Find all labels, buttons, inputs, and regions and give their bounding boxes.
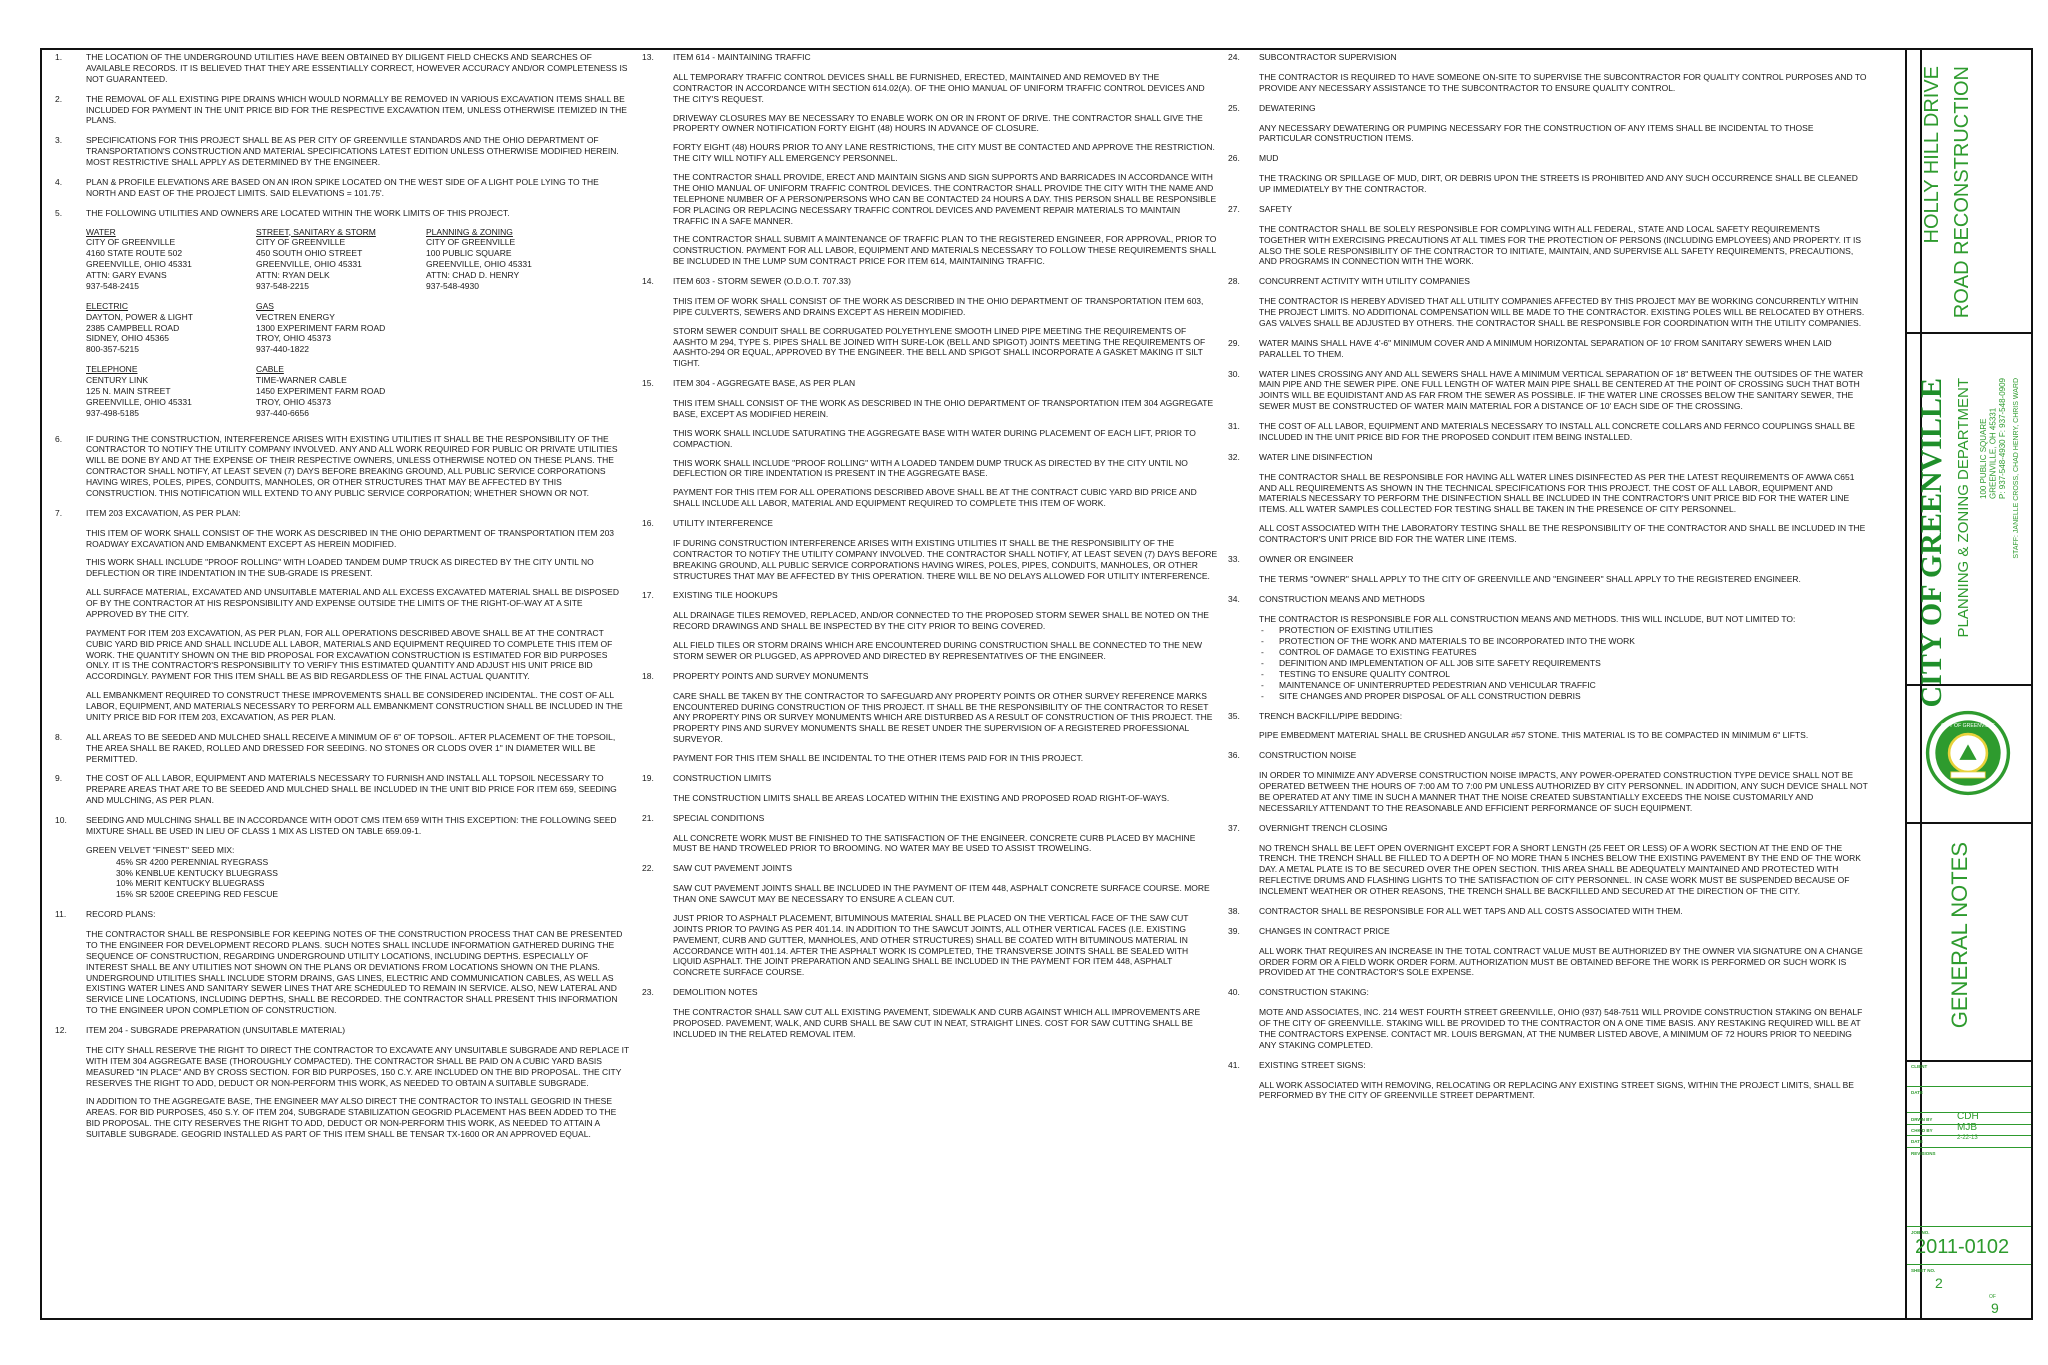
note-text: THIS WORK SHALL INCLUDE "PROOF ROLLING" WITH A LOADED TANDEM DUMP TRUCK AS DIRECTED BY THE CITY UNTIL NO DEFLECTION OR TIRE INDENTATION IS PRESENT IN THE AGGREGATE BASE. <box>673 457 1188 479</box>
note-text: PAYMENT FOR THIS ITEM SHALL BE INCIDENTAL TO THE OTHER ITEMS PAID FOR IN THIS PROJECT. <box>673 753 1084 763</box>
seed-item: 30% KENBLUE KENTUCKY BLUEGRASS <box>116 867 278 878</box>
job-no-label: JOB NO. <box>1911 1230 1930 1235</box>
utility-planning <box>426 227 596 292</box>
address-block <box>1979 378 2008 499</box>
utility-line: 100 PUBLIC SQUARE <box>426 248 512 259</box>
list-item: - CONTROL OF DAMAGE TO EXISTING FEATURES <box>1259 647 1868 658</box>
note-9 <box>55 773 630 806</box>
note-title: DEWATERING <box>1259 102 1316 113</box>
note-title: SUBCONTRACTOR SUPERVISION <box>1259 52 1397 62</box>
note-title: WATER LINE DISINFECTION <box>1259 451 1373 462</box>
city-seal-icon <box>1925 710 2011 796</box>
note-text: PIPE EMBEDMENT MATERIAL SHALL BE CRUSHED ANGULAR #57 STONE. THIS MATERIAL IS TO BE COMPACTED IN MINIMUM 6" LIFTS. <box>1259 730 1809 741</box>
note-text: WATER MAINS SHALL HAVE 4'-6" MINIMUM COVER AND A MINIMUM HORIZONTAL SEPARATION OF 10' FROM SANITARY SEWERS WHEN LAID PARALLEL TO THEM. <box>1259 337 1832 359</box>
checked-by-value: MJB <box>1957 1122 1977 1133</box>
utility-line: ATTN: CHAD D. HENRY <box>426 270 520 280</box>
utility-line: GREENVILLE, OHIO 45331 <box>426 259 532 270</box>
list-item: - TESTING TO ENSURE QUALITY CONTROL <box>1259 669 1868 680</box>
note-text: CONTRACTOR SHALL BE RESPONSIBLE FOR ALL WET TAPS AND ALL COSTS ASSOCIATED WITH THEM. <box>1259 905 1683 916</box>
divider <box>1907 1060 2031 1062</box>
note-text: FORTY EIGHT (48) HOURS PRIOR TO ANY LANE RESTRICTIONS, THE CITY MUST BE CONTACTED AND APPROVE THE RESTRICTION. THE CITY WILL NOTIFY ALL EMERGENCY PERSONNEL. <box>673 142 1215 164</box>
utility-owner-list <box>86 227 630 419</box>
note-27 <box>1228 204 1868 267</box>
list-item: - MAINTENANCE OF UNINTERRUPTED PEDESTRIAN AND VEHICULAR TRAFFIC <box>1259 680 1868 691</box>
note-text: IN ORDER TO MINIMIZE ANY ADVERSE CONSTRUCTION NOISE IMPACTS, ANY POWER-OPERATED CONSTRUCTION TYPE DEVICE SHALL NOT BE OPERATED BETWEEN THE HOURS OF 7:00 AM TO 7:00 PM UNLESS AUTHORIZED BY CITY PERSONNEL. IN ADDITION, ANY SUCH DEVICE SHALL NOT BE OPERATED AT ANY TIME IN SUCH A MANNER THAT THE NOISE CREATED SUBSTANTIALLY EXCEEDS THE NOISE CUSTOMARILY AND NECESSARILY ATTENDANT TO THE REASONABLE AND EFFICIENT PERFORMANCE OF SUCH EQUIPMENT. <box>1259 770 1868 813</box>
note-text: ANY NECESSARY DEWATERING OR PUMPING NECESSARY FOR THE CONSTRUCTION OF ANY ITEMS SHALL BE INCIDENTAL TO THOSE PARTICULAR CONSTRUCTION ITEMS. <box>1259 122 1814 144</box>
note-number: 27. <box>1228 203 1240 214</box>
note-text: THE CONTRACTOR SHALL BE SOLELY RESPONSIBLE FOR COMPLYING WITH ALL FEDERAL, STATE AND LOCAL SAFETY REQUIREMENTS TOGETHER WITH EXERCISING PRECAUTIONS AT ALL TIMES FOR THE PROTECTION OF PERSONS (INCLUDING EMPLOYEES) AND PROPERTY. IT IS ALSO THE SOLE RESPONSIBILITY OF THE CONTRACTOR TO INITIATE, MAINTAIN, AND SUPERVISE ALL SAFETY REQUIREMENTS, PRECAUTIONS, AND PROGRAMS IN CONNECTION WITH THE WORK. <box>1259 223 1862 267</box>
note-30 <box>1228 369 1868 413</box>
note-text: THIS WORK SHALL INCLUDE "PROOF ROLLING" WITH LOADED TANDEM DUMP TRUCK AS DIRECTED BY THE CITY UNTIL NO DEFLECTION OR TIRE INDENTATION IN THE SUB-GRADE IS PRESENT. <box>86 557 594 579</box>
note-text: THE CONSTRUCTION LIMITS SHALL BE AREAS LOCATED WITHIN THE EXISTING AND PROPOSED ROAD RIGHT-OF-WAYS. <box>673 792 1170 803</box>
note-7 <box>55 508 630 723</box>
note-number: 10. <box>55 815 67 825</box>
utility-type: CABLE <box>256 364 284 375</box>
note-37 <box>1228 823 1868 897</box>
note-34 <box>1228 594 1868 702</box>
note-40 <box>1228 987 1868 1050</box>
note-text: THE CONTRACTOR IS RESPONSIBLE FOR ALL CONSTRUCTION MEANS AND METHODS. THIS WILL INCLUDE, BUT NOT LIMITED TO: <box>1259 613 1796 624</box>
note-title: ITEM 614 - MAINTAINING TRAFFIC <box>673 52 811 62</box>
note-31 <box>1228 421 1868 443</box>
note-number: 1. <box>55 52 63 62</box>
note-number: 30. <box>1228 368 1240 379</box>
sheet-title-cell <box>1907 822 2031 1060</box>
utility-empty <box>426 301 596 355</box>
sheet-title: GENERAL NOTES <box>1947 842 1972 1029</box>
utility-cable <box>256 364 426 418</box>
phone-line: P: 937-548-4930 F: 937-548-0909 <box>1998 378 2008 499</box>
note-number: 36. <box>1228 750 1240 761</box>
note-33 <box>1228 554 1868 585</box>
note-24 <box>1228 52 1868 94</box>
city-name: CITY OF GREENVILLE <box>1915 378 1948 708</box>
note-36 <box>1228 750 1868 813</box>
note-8 <box>55 732 630 765</box>
note-text: PLAN & PROFILE ELEVATIONS ARE BASED ON AN IRON SPIKE LOCATED ON THE WEST SIDE OF A LIGHT POLE LYING TO THE NORTH AND EAST OF THE PROJECT LIMITS. SAID ELEVATIONS = 101.75'. <box>86 176 599 198</box>
note-text: IF DURING CONSTRUCTION INTERFERENCE ARISES WITH EXISTING UTILITIES IT SHALL BE THE RESPONSIBILITY OF THE CONTRACTOR TO NOTIFY THE UTILITY COMPANY INVOLVED. THE CONTRACTOR SHALL NOTIFY, AT LEAST SEVEN (7) DAYS BEFORE BREAKING GROUND, ALL PUBLIC SERVICE CORPORATIONS HAVING WIRES, POLES, PIPES, CONDUITS, MANHOLES, OR OTHER STRUCTURES THAT MAY BE AFFECTED BY THIS OPERATION. THERE WILL BE NO DELAYS ALLOWED FOR UTILITY INTERFERENCE. <box>673 537 1218 581</box>
sheet-total: 9 <box>1991 1300 1999 1316</box>
note-number: 41. <box>1228 1059 1240 1070</box>
note-29 <box>1228 338 1868 360</box>
note-text: IN ADDITION TO THE AGGREGATE BASE, THE ENGINEER MAY ALSO DIRECT THE CONTRACTOR TO INSTALL GEOGRID IN THESE AREAS. FOR BID PURPOSES, 450 S.Y. OF ITEM 204, SUBGRADE STABILIZATION GEOGRID PLACEMENT HAS BEEN ADDED TO THE BID PROPOSAL. THE CITY RESERVES THE RIGHT TO ADD, DEDUCT OR NON-PERFORM THIS WORK, AS NEEDED TO ATTAIN A SUITABLE SUBGRADE. GEOGRID INSTALLED AS PART OF THIS ITEM SHALL BE TENSAR TX-1600 OR AN APPROVED EQUAL. <box>86 1096 617 1139</box>
note-title: RECORD PLANS: <box>86 909 156 920</box>
utility-line: ATTN: RYAN DELK <box>256 270 330 280</box>
note-number: 26. <box>1228 153 1240 164</box>
note-text: THE TERMS "OWNER" SHALL APPLY TO THE CITY OF GREENVILLE AND "ENGINEER" SHALL APPLY TO THE REGISTERED ENGINEER. <box>1259 573 1801 584</box>
project-title: HOLLY HILL DRIVE <box>1921 66 1943 244</box>
utility-line: 1300 EXPERIMENT FARM ROAD <box>256 322 386 333</box>
utility-line: GREENVILLE, OHIO 45331 <box>86 396 192 407</box>
note-22 <box>642 863 1218 978</box>
utility-type: PLANNING & ZONING <box>426 226 513 237</box>
note-number: 34. <box>1228 593 1240 604</box>
note-title: CONCURRENT ACTIVITY WITH UTILITY COMPANIES <box>1259 276 1470 287</box>
utility-line: TROY, OHIO 45373 <box>256 396 331 407</box>
note-text: SEEDING AND MULCHING SHALL BE IN ACCORDANCE WITH ODOT CMS ITEM 659 WITH THIS EXCEPTION: THE FOLLOWING SEED MIXTURE SHALL BE USED IN LIEU OF CLASS 1 MIX AS LISTED ON TABLE 659.09-1. <box>86 815 617 836</box>
address-line: GREENVILLE, OH 45331 <box>1988 407 1998 499</box>
note-title: CHANGES IN CONTRACT PRICE <box>1259 925 1390 936</box>
notes-column-2 <box>642 52 1218 1314</box>
note-number: 17. <box>642 590 654 601</box>
note-text: ALL WORK ASSOCIATED WITH REMOVING, RELOCATING OR REPLACING ANY EXISTING STREET SIGNS, WITHIN THE PROJECT LIMITS, SHALL BE PERFORMED BY THE CITY OF GREENVILLE STREET DEPARTMENT. <box>1259 1079 1854 1101</box>
seed-mix-title: GREEN VELVET "FINEST" SEED MIX: <box>86 844 235 855</box>
date-value: 2-22-13 <box>1957 1135 1978 1141</box>
note-text: SPECIFICATIONS FOR THIS PROJECT SHALL BE AS PER CITY OF GREENVILLE STANDARDS AND THE OHIO DEPARTMENT OF TRANSPORTATION'S CONSTRUCTION AND MATERIAL SPECIFICATIONS LATEST EDITION UNLESS OTHERWISE MODIFIED HEREIN. MOST RESTRICTIVE SHALL APPLY AS DETERMINED BY THE ENGINEER. <box>86 135 619 167</box>
note-number: 40. <box>1228 987 1240 998</box>
utility-line: 937-440-1822 <box>256 344 309 355</box>
note-number: 28. <box>1228 276 1240 287</box>
sheet-of-label: OF <box>1989 1294 1996 1300</box>
note-number: 35. <box>1228 710 1240 721</box>
note-number: 5. <box>55 207 63 218</box>
note-number: 33. <box>1228 553 1240 564</box>
note-text: PAYMENT FOR THIS ITEM FOR ALL OPERATIONS DESCRIBED ABOVE SHALL BE AT THE CONTRACT CUBIC YARD BID PRICE AND SHALL INCLUDE ALL LABOR, MATERIAL AND EQUIPMENT REQUIRED TO COMPLETE THIS ITEM OF WORK. <box>673 487 1197 509</box>
note-text: THIS ITEM OF WORK SHALL CONSIST OF THE WORK AS DESCRIBED IN THE OHIO DEPARTMENT OF TRANSPORTATION ITEM 603, PIPE CULVERTS, SEWERS AND DRAINS EXCEPT AS HEREIN MODIFIED. <box>673 295 1204 317</box>
utility-line: 2385 CAMPBELL ROAD <box>86 322 180 333</box>
note-number: 29. <box>1228 337 1240 348</box>
note-title: CONSTRUCTION MEANS AND METHODS <box>1259 593 1425 604</box>
note-15 <box>642 378 1218 509</box>
address-line: 100 PUBLIC SQUARE <box>1979 418 1988 499</box>
note-number: 11. <box>55 909 67 920</box>
utility-line: GREENVILLE, OHIO 45331 <box>256 259 362 270</box>
note-number: 7. <box>55 507 63 518</box>
utility-line: 450 SOUTH OHIO STREET <box>256 248 363 259</box>
note-text: ALL TEMPORARY TRAFFIC CONTROL DEVICES SHALL BE FURNISHED, ERECTED, MAINTAINED AND REMOVED BY THE CONTRACTOR IN ACCORDANCE WITH SECTION 614.02(A). OF THE OHIO MANUAL OF UNIFORM TRAFFIC CONTROL DEVICES AND THE CITY'S REQUEST. <box>673 71 1205 104</box>
note-text: THE CONTRACTOR SHALL PROVIDE, ERECT AND MAINTAIN SIGNS AND SIGN SUPPORTS AND BARRICADES IN ACCORDANCE WITH THE OHIO MANUAL OF UNIFORM TRAFFIC CONTROL DEVICES. THE CONTRACTOR SHALL PROVIDE THE CITY WITH THE NAME AND TELEPHONE NUMBER OF A PERSON/PERSONS WHO CAN BE CONTACTED 24 HOURS A DAY. THIS PERSON SHALL BE RESPONSIBLE FOR PLACING OR REPLACING NECESSARY TRAFFIC CONTROL DEVICES AND PAVEMENT REPAIR MATERIALS TO MAINTAIN TRAFFIC IN A SAFE MANNER. <box>673 172 1217 226</box>
note-17 <box>642 590 1218 661</box>
project-title-cell <box>1907 50 2031 332</box>
city-cell <box>1907 360 2031 708</box>
seal-cell <box>1907 684 2031 822</box>
title-block <box>1905 48 2033 1320</box>
note-number: 9. <box>55 773 63 784</box>
note-number: 23. <box>642 987 654 998</box>
note-title: ITEM 204 - SUBGRADE PREPARATION (UNSUITABLE MATERIAL) <box>86 1025 346 1035</box>
note-3 <box>55 135 630 168</box>
utility-line: 937-498-5185 <box>86 407 139 418</box>
note-text: ALL SURFACE MATERIAL, EXCAVATED AND UNSUITABLE MATERIAL AND ALL EXCESS EXCAVATED MATERIAL SHALL BE DISPOSED OF BY THE CONTRACTOR AT HIS RESPONSIBILITY AND EXPENSE OUTSIDE THE LIMITS OF THE RIGHT-OF-WAY AT A SITE APPROVED BY THE CITY. <box>86 587 619 619</box>
note-text: ALL CONCRETE WORK MUST BE FINISHED TO THE SATISFACTION OF THE ENGINEER. CONCRETE CURB PLACED BY MACHINE MUST BE HAND TROWELED PRIOR TO BROOMING. NO WATER MAY BE USED TO ASSIST TROWELING. <box>673 832 1196 854</box>
note-title: ITEM 304 - AGGREGATE BASE, AS PER PLAN <box>673 378 856 389</box>
note-title: OWNER OR ENGINEER <box>1259 553 1354 564</box>
note-text: DRIVEWAY CLOSURES MAY BE NECESSARY TO ENABLE WORK ON OR IN FRONT OF DRIVE. THE CONTRACTOR SHALL GIVE THE PROPERTY OWNER NOTIFICATION FORTY EIGHT (48) HOURS IN ADVANCE OF CLOSURE. <box>673 112 1203 134</box>
note-number: 32. <box>1228 451 1240 462</box>
seed-item: 45% SR 4200 PERENNIAL RYEGRASS <box>116 856 269 867</box>
utility-street <box>256 227 426 292</box>
seed-item: 10% MERIT KENTUCKY BLUEGRASS <box>116 878 265 889</box>
note-title: TRENCH BACKFILL/PIPE BEDDING: <box>1259 710 1403 721</box>
note-title: OVERNIGHT TRENCH CLOSING <box>1259 822 1388 833</box>
list-item: - SITE CHANGES AND PROPER DISPOSAL OF ALL CONSTRUCTION DEBRIS <box>1259 691 1868 702</box>
note-number: 8. <box>55 731 63 742</box>
drawn-by-value: CDH <box>1957 1111 1979 1122</box>
note-text: ALL AREAS TO BE SEEDED AND MULCHED SHALL RECEIVE A MINIMUM OF 6" OF TOPSOIL. AFTER PLACEMENT OF THE TOPSOIL, THE AREA SHALL BE RAKED, ROLLED AND DRESSED FOR SEEDING. NO STONES OR CLODS OVER 1" IN DIAMETER WILL BE PERMITTED. <box>86 731 616 764</box>
note-text: THIS WORK SHALL INCLUDE SATURATING THE AGGREGATE BASE WITH WATER DURING PLACEMENT OF EACH LIFT, PRIOR TO COMPACTION. <box>673 427 1196 449</box>
note-5 <box>55 208 630 425</box>
note-10 <box>55 815 630 900</box>
note-number: 39. <box>1228 925 1240 936</box>
seed-mix-list <box>86 857 630 901</box>
note-38 <box>1228 906 1868 917</box>
note-text: ALL EMBANKMENT REQUIRED TO CONSTRUCT THESE IMPROVEMENTS SHALL BE CONSIDERED INCIDENTAL. THE COST OF ALL LABOR, EQUIPMENT, AND MATERIALS NECESSARY TO PERFORM ALL EMBANKMENT CONSTRUCTION SHALL BE INCLUDED IN THE UNITY PRICE BID FOR ITEM 203, EXCAVATION, AS PER PLAN. <box>86 690 623 722</box>
note-title: PROPERTY POINTS AND SURVEY MONUMENTS <box>673 670 869 681</box>
client-label: CLIENT <box>1911 1064 1928 1069</box>
note-19 <box>642 773 1218 804</box>
utility-line: 937-548-2415 <box>86 280 139 291</box>
note-number: 38. <box>1228 905 1240 916</box>
note-text: CARE SHALL BE TAKEN BY THE CONTRACTOR TO SAFEGUARD ANY PROPERTY POINTS OR OTHER SURVEY REFERENCE MARKS ENCOUNTERED DURING CONSTRUCTION OF THIS PROJECT. IT SHALL BE THE RESPONSIBILITY OF THE CONTRACTOR TO RESET ANY PROPERTY PINS OR SURVEY MONUMENTS WHICH ARE DISTURBED AS A RESULT OF CONSTRUCTION OF THIS PROJECT. THE PROPERTY PINS AND SURVEY MONUMENTS SHALL BE RESET UNDER THE SUPERVISION OF A REGISTERED PROFESSIONAL SURVEYOR. <box>673 690 1213 745</box>
note-title: SAFETY <box>1259 203 1293 214</box>
note-title: SPECIAL CONDITIONS <box>673 812 765 823</box>
sheet-no-label: SHEET NO. <box>1911 1268 1936 1273</box>
note-title: EXISTING STREET SIGNS: <box>1259 1059 1366 1070</box>
field-rule <box>1907 1086 2031 1087</box>
utility-type: TELEPHONE <box>86 364 138 375</box>
note-title: UTILITY INTERFERENCE <box>673 518 773 528</box>
department-name: PLANNING & ZONING DEPARTMENT <box>1955 378 1972 638</box>
utility-gas <box>256 301 426 355</box>
note-title: ITEM 203 EXCAVATION, AS PER PLAN: <box>86 507 241 518</box>
note-number: 19. <box>642 772 654 783</box>
project-subtitle: ROAD RECONSTRUCTION <box>1951 66 1973 319</box>
note-title: EXISTING TILE HOOKUPS <box>673 590 778 601</box>
seal-text: CITY OF GREENVILLE <box>1940 723 1996 730</box>
note-text: THE CONTRACTOR IS REQUIRED TO HAVE SOMEONE ON-SITE TO SUPERVISE THE SUBCONTRACTOR FOR QUALITY CONTROL PURPOSES AND TO PROVIDE ANY NECESSARY ASSISTANCE TO THE SUBCONTRACTOR TO ENSURE QUALITY CONTROL. <box>1259 71 1867 93</box>
staff-line: STAFF: JANELLE CROSS, CHAD HENRY, CHRIS WARD <box>2013 378 2020 559</box>
sheet-number: 2 <box>1935 1275 1943 1291</box>
means-methods-list <box>1259 625 1868 701</box>
note-number: 12. <box>55 1025 67 1035</box>
note-number: 13. <box>642 52 654 62</box>
note-12 <box>55 1025 630 1140</box>
field-rule <box>1907 1264 2031 1265</box>
list-item: - DEFINITION AND IMPLEMENTATION OF ALL JOB SITE SAFETY REQUIREMENTS <box>1259 658 1868 669</box>
note-text: ALL WORK THAT REQUIRES AN INCREASE IN THE TOTAL CONTRACT VALUE MUST BE AUTHORIZED BY THE OWNER VIA SIGNATURE ON A CHANGE ORDER FORM OR A FIELD WORK ORDER FORM. AUTHORIZATION MUST BE OBTAINED BEFORE THE WORK IS PERFORMED OR SUCH WORK IS PROVIDED AT THE CONTRACTOR'S SOLE EXPENSE. <box>1259 945 1863 978</box>
note-text: SAW CUT PAVEMENT JOINTS SHALL BE INCLUDED IN THE PAYMENT OF ITEM 448, ASPHALT CONCRETE SURFACE COURSE. MORE THAN ONE SAWCUT MAY BE NECESSARY TO ENSURE A CLEAN CUT. <box>673 883 1210 904</box>
utility-line: ATTN: GARY EVANS <box>86 270 167 280</box>
note-text: THIS ITEM SHALL CONSIST OF THE WORK AS DESCRIBED IN THE OHIO DEPARTMENT OF TRANSPORTATION ITEM 304 AGGREGATE BASE, EXCEPT AS MODIFIED HEREIN. <box>673 398 1214 419</box>
note-number: 21. <box>642 812 654 823</box>
note-41 <box>1228 1060 1868 1102</box>
utility-line: TROY, OHIO 45373 <box>256 333 331 344</box>
revisions-label: REVISIONS <box>1911 1151 1936 1156</box>
note-14 <box>642 276 1218 369</box>
note-28 <box>1228 276 1868 329</box>
utility-line: SIDNEY, OHIO 45365 <box>86 333 169 344</box>
note-number: 18. <box>642 670 654 681</box>
note-number: 3. <box>55 135 63 146</box>
utility-line: 937-440-6656 <box>256 407 309 418</box>
note-text: THIS ITEM OF WORK SHALL CONSIST OF THE WORK AS DESCRIBED IN THE OHIO DEPARTMENT OF TRANSPORTATION ITEM 203 ROADWAY EXCAVATION AND EMBANKMENT EXCEPT AS HEREIN MODIFIED. <box>86 527 615 549</box>
utility-line: VECTREN ENERGY <box>256 311 335 322</box>
divider <box>1907 332 2031 334</box>
note-32 <box>1228 452 1868 545</box>
note-text: JUST PRIOR TO ASPHALT PLACEMENT, BITUMINOUS MATERIAL SHALL BE PLACED ON THE VERTICAL FACE OF THE SAW CUT JOINTS PRIOR TO PAVING AS PER 401.14. IN ADDITION TO THE SAWCUT JOINTS, ALL OTHER VERTICAL FACES (I.E. EXISTING PAVEMENT, CURB AND GUTTER, MANHOLES, AND OTHER STRUCTURES) SHALL BE COATED WITH BITUMINOUS MATERIAL IN ACCORDANCE WITH 401.14. AFTER THE ASPHALT WORK IS COMPLETED, THE TRANSVERSE JOINTS SHALL BE SEALED WITH LIQUID ASPHALT. THE JOINT PREPARATION AND SEALING SHALL BE INCLUDED IN THE PAYMENT FOR ITEM 448, ASPHALT CONCRETE SURFACE COURSE. <box>673 912 1189 978</box>
utility-electric <box>86 301 256 355</box>
note-number: 16. <box>642 518 654 528</box>
note-11 <box>55 909 630 1016</box>
note-text: THE CITY SHALL RESERVE THE RIGHT TO DIRECT THE CONTRACTOR TO EXCAVATE ANY UNSUITABLE SUBGRADE AND REPLACE IT WITH ITEM 304 AGGREGATE BASE (THOROUGHLY COMPACTED). THE CONTRACTOR SHALL BE PAID ON A CUBIC YARD BASIS MEASURED "IN PLACE" AND BY CROSS SECTION. FOR BID PURPOSES, 150 C.Y. ARE INCLUDED ON THE BID PROPOSAL. THE CITY RESERVES THE RIGHT TO ADD, DEDUCT OR NON-PERFORM THIS WORK, AS NEEDED TO OBTAIN A SUITABLE SUBGRADE. <box>86 1044 630 1088</box>
note-number: 2. <box>55 93 63 104</box>
note-35 <box>1228 711 1868 742</box>
note-title: SAW CUT PAVEMENT JOINTS <box>673 863 793 874</box>
note-4 <box>55 177 630 199</box>
note-number: 6. <box>55 433 63 444</box>
note-text: THE TRACKING OR SPILLAGE OF MUD, DIRT, OR DEBRIS UPON THE STREETS IS PROHIBITED AND ANY SUCH OCCURRENCE SHALL BE CLEANED UP IMMEDIATELY BY THE CONTRACTOR. <box>1259 173 1858 194</box>
note-16 <box>642 518 1218 581</box>
checked-by-label: CHK'D BY <box>1911 1128 1933 1133</box>
field-rule <box>1907 1226 2031 1227</box>
utility-line: 800-357-5215 <box>86 344 139 355</box>
note-text: THE REMOVAL OF ALL EXISTING PIPE DRAINS WHICH WOULD NORMALLY BE REMOVED IN VARIOUS EXCAVATION ITEMS SHALL BE INCLUDED FOR PAYMENT IN THE UNIT PRICE BID FOR THE RESPECTIVE EXCAVATION ITEM, UNLESS OTHERWISE ITEMIZED IN THE PLANS. <box>86 93 627 126</box>
utility-water <box>86 227 256 292</box>
list-item: - PROTECTION OF EXISTING UTILITIES <box>1259 625 1868 636</box>
note-text: THE CONTRACTOR SHALL SUBMIT A MAINTENANCE OF TRAFFIC PLAN TO THE REGISTERED ENGINEER, FOR APPROVAL, PRIOR TO CONSTRUCTION. PAYMENT FOR ALL LABOR, EQUIPMENT AND MATERIALS NECESSARY TO FOLLOW THESE REQUIREMENTS SHALL BE INCLUDED IN THE LUMP SUM CONTRACT PRICE FOR ITEM 614, MAINTAINING TRAFFIC. <box>673 234 1217 267</box>
utility-line: 937-548-4930 <box>426 280 479 291</box>
utility-type: ELECTRIC <box>86 300 129 311</box>
note-text: THE CONTRACTOR SHALL BE RESPONSIBLE FOR KEEPING NOTES OF THE CONSTRUCTION PROCESS THAT CAN BE PRESENTED TO THE ENGINEER FOR DEVELOPMENT RECORD PLANS. SUCH NOTES SHALL INCLUDE INFORMATION GATHERED DURING THE SEQUENCE OF CONSTRUCTION, REGARDING UNDERGROUND UTILITY LOCATIONS, INCLUDING DEPTHS. ESPECIALLY OF INTEREST SHALL BE ANY UTILITIES NOT SHOWN ON THE PLANS OR DEVIATIONS FROM LOCATIONS SHOWN ON THE PLANS. UNDERGROUND UTILITIES SHALL INCLUDE STORM DRAINS, GAS LINES, ELECTRIC AND COMMUNICATION CABLES, AS WELL AS EXISTING WATER LINES AND SANITARY SEWER LINES THAT ARE SCHEDULED TO REMAIN IN SERVICE. ALSO, NEW LATERAL AND SERVICE LINE LOCATIONS, INCLUDING DEPTHS, SHALL BE RECORDED. THE CONTRACTOR SHALL PRESENT THIS INFORMATION TO THE ENGINEER UPON COMPLETION OF CONSTRUCTION. <box>86 929 623 1016</box>
utility-line: 937-548-2215 <box>256 280 309 291</box>
note-number: 37. <box>1228 822 1240 833</box>
note-21 <box>642 813 1218 855</box>
utility-line: 125 N. MAIN STREET <box>86 385 171 396</box>
note-number: 15. <box>642 378 654 389</box>
note-text: THE CONTRACTOR SHALL SAW CUT ALL EXISTING PAVEMENT, SIDEWALK AND CURB AGAINST WHICH ALL IMPROVEMENTS ARE PROPOSED. PAVEMENT, WALK, AND CURB SHALL BE SAW CUT IN NEAT, STRAIGHT LINES. COST FOR SAW CUTTING SHALL BE INCLUDED IN THE RELATED REMOVAL ITEM. <box>673 1007 1201 1039</box>
note-text: ALL COST ASSOCIATED WITH THE LABORATORY TESTING SHALL BE THE RESPONSIBILITY OF THE CONTRACTOR AND SHALL BE INCLUDED IN THE CONTRACTOR'S UNIT PRICE BID FOR THE WATER LINE ITEMS. <box>1259 523 1866 544</box>
note-text: THE COST OF ALL LABOR, EQUIPMENT AND MATERIALS NECESSARY TO INSTALL ALL CONCRETE COLLARS AND FERNCO COUPLINGS SHALL BE INCLUDED IN THE UNIT PRICE BID FOR THE PROPOSED CONDUIT ITEM BEING INSTALLED. <box>1259 421 1855 442</box>
note-text: NO TRENCH SHALL BE LEFT OPEN OVERNIGHT EXCEPT FOR A SHORT LENGTH (25 FEET OR LESS) OF A WORK SECTION AT THE END OF THE TRENCH. THE TRENCH SHALL BE FILLED TO A DEPTH OF NO MORE THAN 5 INCHES BELOW THE EXISTING PAVEMENT BY THE END OF THE WORK DAY. A METAL PLATE IS TO BE SECURED OVER THE OPEN SECTION. THIS AREA SHALL BE ADEQUATELY MAINTAINED AND PROTECTED WITH REFLECTIVE DRUMS AND FLASHING LIGHTS TO THE SATISFACTION OF CITY PERSONNEL. IN CASE WORK MUST BE SUSPENDED BECAUSE OF INCLEMENT WEATHER OR OTHER REASONS, THE TRENCH SHALL BE BACKFILLED AND SECURED AT THE DIRECTION OF THE CITY. <box>1259 842 1861 896</box>
utility-type: STREET, SANITARY & STORM <box>256 226 376 237</box>
note-number: 14. <box>642 276 654 286</box>
note-text: PAYMENT FOR ITEM 203 EXCAVATION, AS PER PLAN, FOR ALL OPERATIONS DESCRIBED ABOVE SHALL BE AT THE CONTRACT CUBIC YARD BID PRICE AND SHALL INCLUDE ALL LABOR, MATERIALS AND EQUIPMENT REQUIRED TO COMPLETE THIS ITEM OF WORK. THE QUANTITY SHOWN ON THE BID PROPOSAL FOR EXCAVATION CONSTRUCTION IS ESTIMATED FOR BID PURPOSES ONLY. IT IS THE CONTRACTOR'S RESPONSIBILITY TO VERIFY THIS ESTIMATED QUANTITY AND ADJUST HIS UNIT PRICE BID ACCORDINGLY. PAYMENT FOR THIS ITEM SHALL BE AS BID REGARDLESS OF THE FINAL ACTUAL QUANTITY. <box>86 627 613 682</box>
utility-line: CENTURY LINK <box>86 375 149 385</box>
note-number: 24. <box>1228 52 1240 62</box>
note-number: 25. <box>1228 102 1240 113</box>
note-13 <box>642 52 1218 267</box>
note-text: WATER LINES CROSSING ANY AND ALL SEWERS SHALL HAVE A MINIMUM VERTICAL SEPARATION OF 18" BETWEEN THE OUTSIDES OF THE WATER MAIN PIPE AND THE SEWER PIPE. ONE FULL LENGTH OF WATER MAIN PIPE SHALL BE CENTERED AT THE POINT OF CROSSING SUCH THAT BOTH JOINTS WILL BE EQUIDISTANT AND AS FAR FROM THE SEWER AS POSSIBLE. IF THE WATER LINE CROSSES BELOW THE SANITARY SEWER, THE SEWER MUST BE CONSTRUCTED OF WATER MAIN MATERIAL FOR A DISTANCE OF 10' EACH SIDE OF THE CROSSING. <box>1259 368 1864 412</box>
note-1 <box>55 52 630 85</box>
date-label: DATE <box>1911 1090 1923 1095</box>
note-2 <box>55 94 630 127</box>
note-title: CONSTRUCTION LIMITS <box>673 772 772 783</box>
note-text: ALL DRAINAGE TILES REMOVED, REPLACED, AND/OR CONNECTED TO THE PROPOSED STORM SEWER SHALL BE NOTED ON THE RECORD DRAWINGS AND SHALL BE INSPECTED BY THE CITY PRIOR TO BEING COVERED. <box>673 610 1209 632</box>
note-text: IF DURING THE CONSTRUCTION, INTERFERENCE ARISES WITH EXISTING UTILITIES IT SHALL BE THE RESPONSIBILITY OF THE CONTRACTOR TO NOTIFY THE UTILITY COMPANY INVOLVED. ANY AND ALL WORK REQUIRED FOR PUBLIC OR PRIVATE UTILITIES WILL BE DONE BY AND AT THE EXPENSE OF THEIR RESPECTIVE OWNERS, UNLESS OTHERWISE NOTED ON THESE PLANS. THE CONTRACTOR SHALL NOTIFY, AT LEAST SEVEN (7) DAYS BEFORE BREAKING GROUND, ALL PUBLIC SERVICE CORPORATIONS HAVING WIRES, POLES, PIPES, CONDUITS, MANHOLES, OR OTHER STRUCTURES THAT MAY BE AFFECTED BY THIS CONSTRUCTION. THIS NOTIFICATION WILL EXTEND TO ANY PUBLIC SERVICE CORPORATION; WHETHER SHOWN OR NOT. <box>86 433 618 498</box>
note-26 <box>1228 153 1868 195</box>
utility-type: WATER <box>86 226 116 237</box>
note-title: CONSTRUCTION NOISE <box>1259 750 1357 761</box>
note-title: CONSTRUCTION STAKING: <box>1259 987 1369 998</box>
note-text: STORM SEWER CONDUIT SHALL BE CORRUGATED POLYETHYLENE SMOOTH LINED PIPE MEETING THE REQUIREMENTS OF AASHTO M 294, TYPE S. PIPES SHALL BE JOINED WITH SURE-LOK (BELL AND SPIGOT) JOINTS MEETING THE REQUIREMENTS OF AASHTO-294 OR EQUAL, APPROVED BY THE ENGINEER. THE BELL AND SPIGOT SHALL INCORPORATE A GASKET MAKING IT SILT TIGHT. <box>673 325 1206 369</box>
note-6 <box>55 434 630 499</box>
note-25 <box>1228 103 1868 145</box>
date-label: DATE <box>1911 1139 1923 1144</box>
utility-line: TIME-WARNER CABLE <box>256 375 347 385</box>
note-number: 4. <box>55 176 63 187</box>
note-text: MOTE AND ASSOCIATES, INC. 214 WEST FOURTH STREET GREENVILLE, OHIO (937) 548-7511 WILL PROVIDE CONSTRUCTION STAKING ON BEHALF OF THE CITY OF GREENVILLE. STAKING WILL BE PROVIDED TO THE CONTRACTOR ON A ONE TIME BASIS. ANY RESTAKING REQUIRED WILL BE AT THE CONTRACTORS EXPENSE. CONTACT MR. LOUIS BERGMAN, AT THE NUMBER LISTED ABOVE, A MINIMUM OF 72 HOURS PRIOR TO NEEDING ANY STAKING COMPLETED. <box>1259 1007 1863 1050</box>
utility-line: CITY OF GREENVILLE <box>256 237 346 248</box>
utility-line: CITY OF GREENVILLE <box>426 237 516 248</box>
note-text: THE COST OF ALL LABOR, EQUIPMENT AND MATERIALS NECESSARY TO FURNISH AND INSTALL ALL TOPSOIL NECESSARY TO PREPARE AREAS THAT ARE TO BE SEEDED AND MULCHED SHALL BE INCLUDED IN THE UNIT BID PRICE FOR ITEM 659, SEEDING AND MULCHING, AS PER PLAN. <box>86 773 617 806</box>
note-title: DEMOLITION NOTES <box>673 987 758 998</box>
utility-line: GREENVILLE, OHIO 45331 <box>86 259 192 270</box>
note-text: THE CONTRACTOR IS HEREBY ADVISED THAT ALL UTILITY COMPANIES AFFECTED BY THIS PROJECT MAY BE WORKING CONCURRENTLY WITHIN THE PROJECT LIMITS. NO ADDITIONAL COMPENSATION WILL BE MADE TO THE CONTRACTOR. EXISTING POLES WILL BE RELOCATED BY OTHERS. GAS VALVES SHALL BE ADJUSTED BY OTHERS. THE CONTRACTOR SHALL BE RESPONSIBLE FOR COORDINATION WITH THE UTILITY COMPANIES. <box>1259 296 1865 328</box>
utility-type: GAS <box>256 300 274 311</box>
job-number: 2011-0102 <box>1915 1236 2010 1258</box>
list-item: - PROTECTION OF THE WORK AND MATERIALS TO BE INCORPORATED INTO THE WORK <box>1259 636 1868 647</box>
utility-line: 4160 STATE ROUTE 502 <box>86 248 183 259</box>
drawn-by-label: DRWN BY <box>1911 1117 1933 1122</box>
utility-line: CITY OF GREENVILLE <box>86 237 176 248</box>
note-title: ITEM 603 - STORM SEWER (O.D.O.T. 707.33) <box>673 276 851 286</box>
note-number: 22. <box>642 863 654 874</box>
note-39 <box>1228 926 1868 979</box>
note-text: THE FOLLOWING UTILITIES AND OWNERS ARE LOCATED WITHIN THE WORK LIMITS OF THIS PROJECT. <box>86 207 510 218</box>
note-text: ALL FIELD TILES OR STORM DRAINS WHICH ARE ENCOUNTERED DURING CONSTRUCTION SHALL BE CONNECTED TO THE NEW STORM SEWER OR PLUGGED, AS APPROVED AND DIRECTED BY REPRESENTATIVES OF THE ENGINEER. <box>673 640 1202 661</box>
notes-column-1 <box>55 52 630 1314</box>
note-18 <box>642 671 1218 764</box>
utility-line: DAYTON, POWER & LIGHT <box>86 311 193 322</box>
note-text: THE CONTRACTOR SHALL BE RESPONSIBLE FOR HAVING ALL WATER LINES DISINFECTED AS PER THE LATEST REQUIREMENTS OF AWWA C651 AND ALL REQUIREMENTS AS SHOWN IN THE TECHNICAL SPECIFICATIONS FOR THIS PROJECT. THE COST OF ALL LABOR, EQUIPMENT AND MATERIALS NECESSARY TO PERFORM THE DISINFECTION SHALL BE INCLUDED IN THE CONTRACTOR'S UNIT PRICE BID FOR THE WATER LINE ITEMS. ALL WATER SAMPLES COLLECTED FOR TESTING SHALL BE TAKEN IN THE PRESENCE OF CITY PERSONNEL. <box>1259 471 1855 515</box>
seed-item: 15% SR 5200E CREEPING RED FESCUE <box>116 889 279 900</box>
note-text: THE LOCATION OF THE UNDERGROUND UTILITIES HAVE BEEN OBTAINED BY DILIGENT FIELD CHECKS AND SEARCHES OF AVAILABLE RECORDS. IT IS BELIEVED THAT THEY ARE ESSENTIALLY CORRECT, HOWEVER ACCURACY AND/OR COMPLETENESS IS NOT GUARANTEED. <box>86 52 628 84</box>
note-title: MUD <box>1259 153 1279 164</box>
utility-telephone <box>86 364 256 418</box>
field-rule <box>1907 1147 2031 1148</box>
notes-column-3 <box>1228 52 1868 1314</box>
note-23 <box>642 987 1218 1040</box>
utility-line: 1450 EXPERIMENT FARM ROAD <box>256 385 386 396</box>
note-number: 31. <box>1228 421 1240 431</box>
